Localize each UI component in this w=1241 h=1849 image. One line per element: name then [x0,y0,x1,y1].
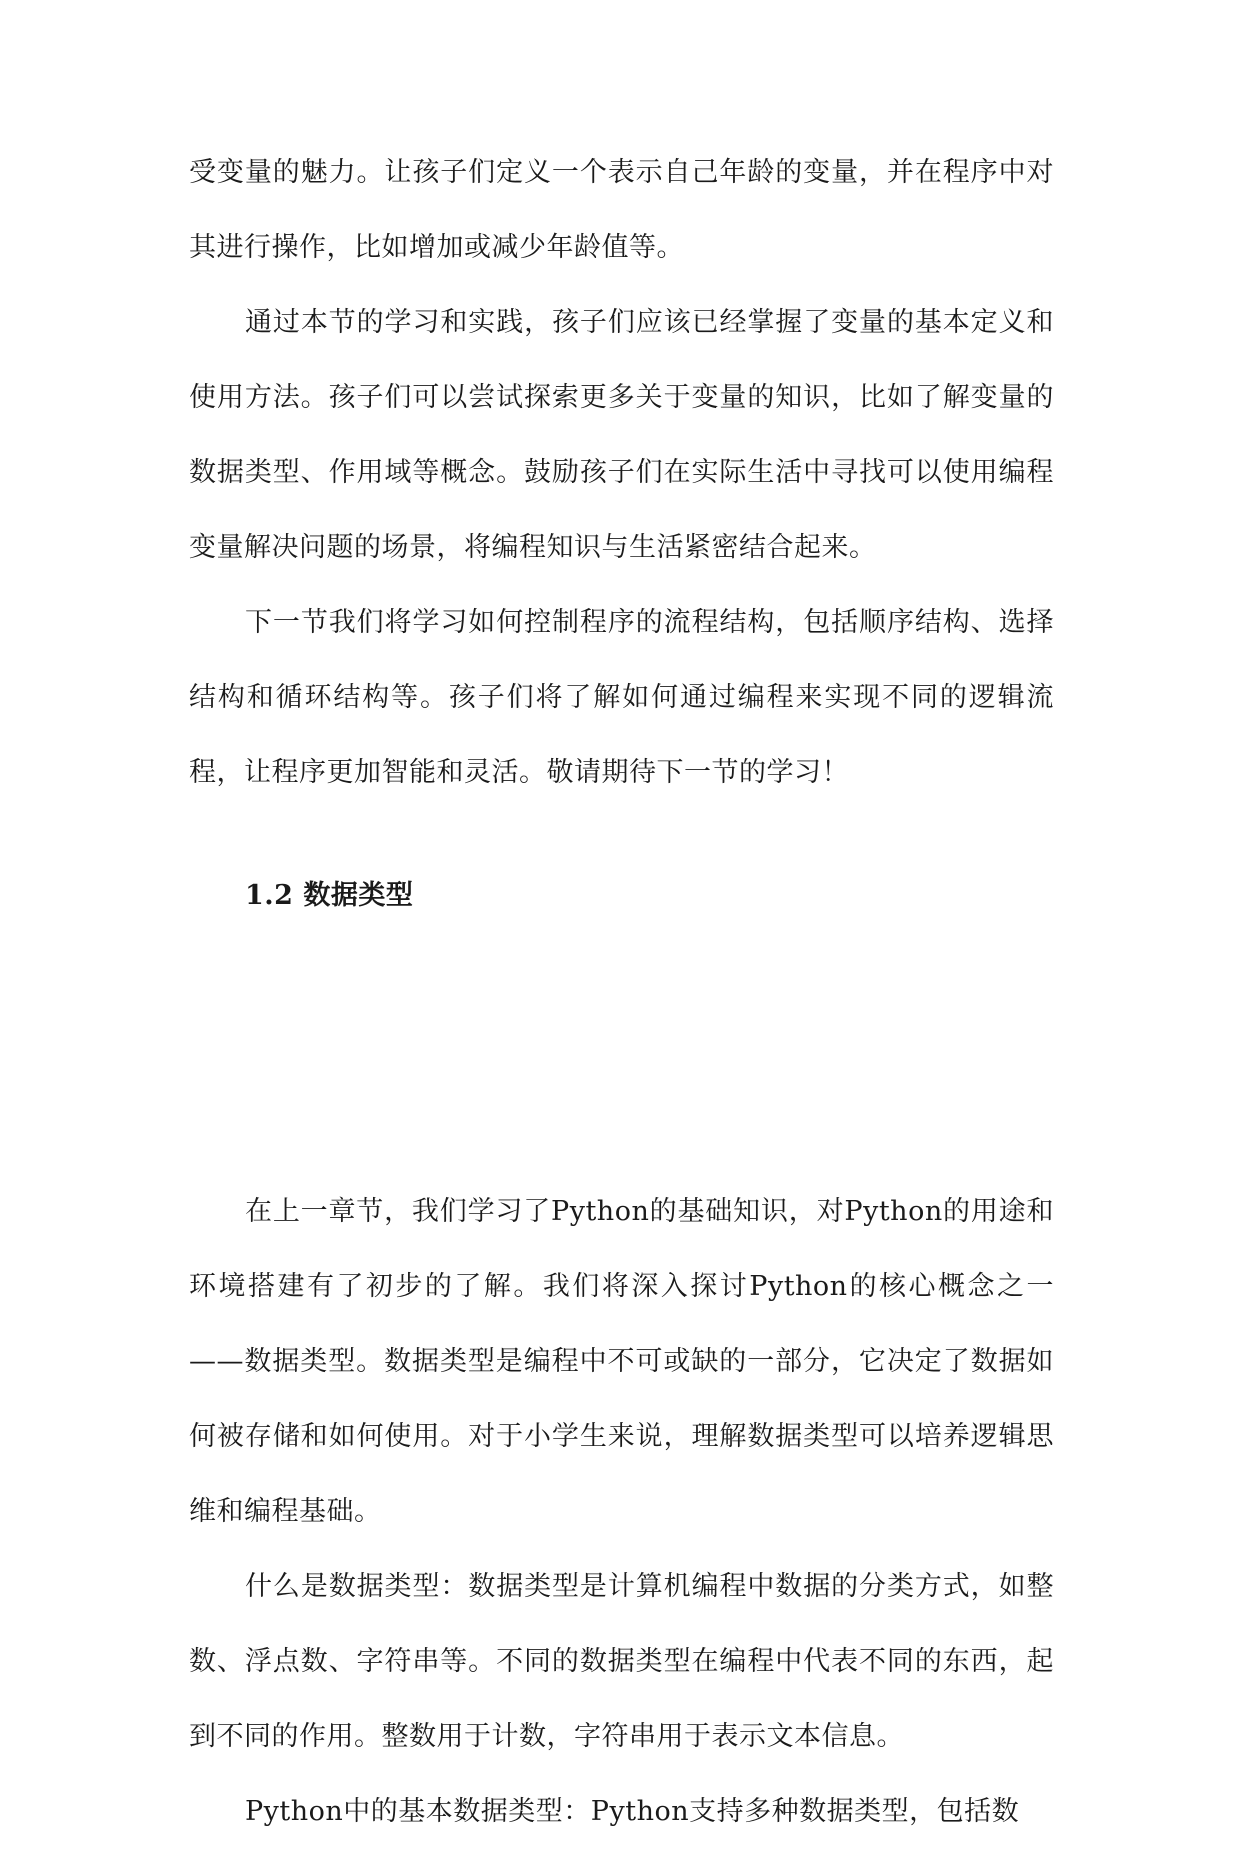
paragraph-data-type-intro: 在上一章节，我们学习了Python的基础知识，对Python的用途和环境搭建有了初步的了解。我们将深入探讨Python的核心概念之一——数据类型。数据类型是编程中不可或缺的一部分，它决定了数据如何被存储和如何使用。对于小学生来说，理解数据类型可以培养逻辑思维和编程基础。 [189,1196,1054,1527]
paragraph-what-is-data-type: 什么是数据类型：数据类型是计算机编程中数据的分类方式，如整数、浮点数、字符串等。不同的数据类型在编程中代表不同的东西，起到不同的作用。整数用于计数，字符串用于表示文本信息。 [189,1571,1054,1752]
paragraph-next-section-preview: 下一节我们将学习如何控制程序的流程结构，包括顺序结构、选择结构和循环结构等。孩子们将了解如何通过编程来实现不同的逻辑流程，让程序更加智能和灵活。敬请期待下一节的学习！ [189,607,1054,788]
section-title: 数据类型 [303,880,414,911]
body-text-before-section [189,135,1054,810]
paragraph-variable-summary: 通过本节的学习和实践，孩子们应该已经掌握了变量的基本定义和使用方法。孩子们可以尝试探索更多关于变量的知识，比如了解变量的数据类型、作用域等概念。鼓励孩子们在实际生活中寻找可以使用编程变量解决问题的场景，将编程知识与生活紧密结合起来。 [189,307,1054,563]
paragraph-python-basic-types: Python中的基本数据类型：Python支持多种数据类型，包括数 [245,1796,1020,1827]
section-number: 1.2 [245,880,294,911]
paragraph-variable-practice: 受变量的魅力。让孩子们定义一个表示自己年龄的变量，并在程序中对其进行操作，比如增加或减少年龄值等。 [189,157,1054,263]
section-heading [245,872,413,920]
body-text-after-section [189,1174,1054,1849]
